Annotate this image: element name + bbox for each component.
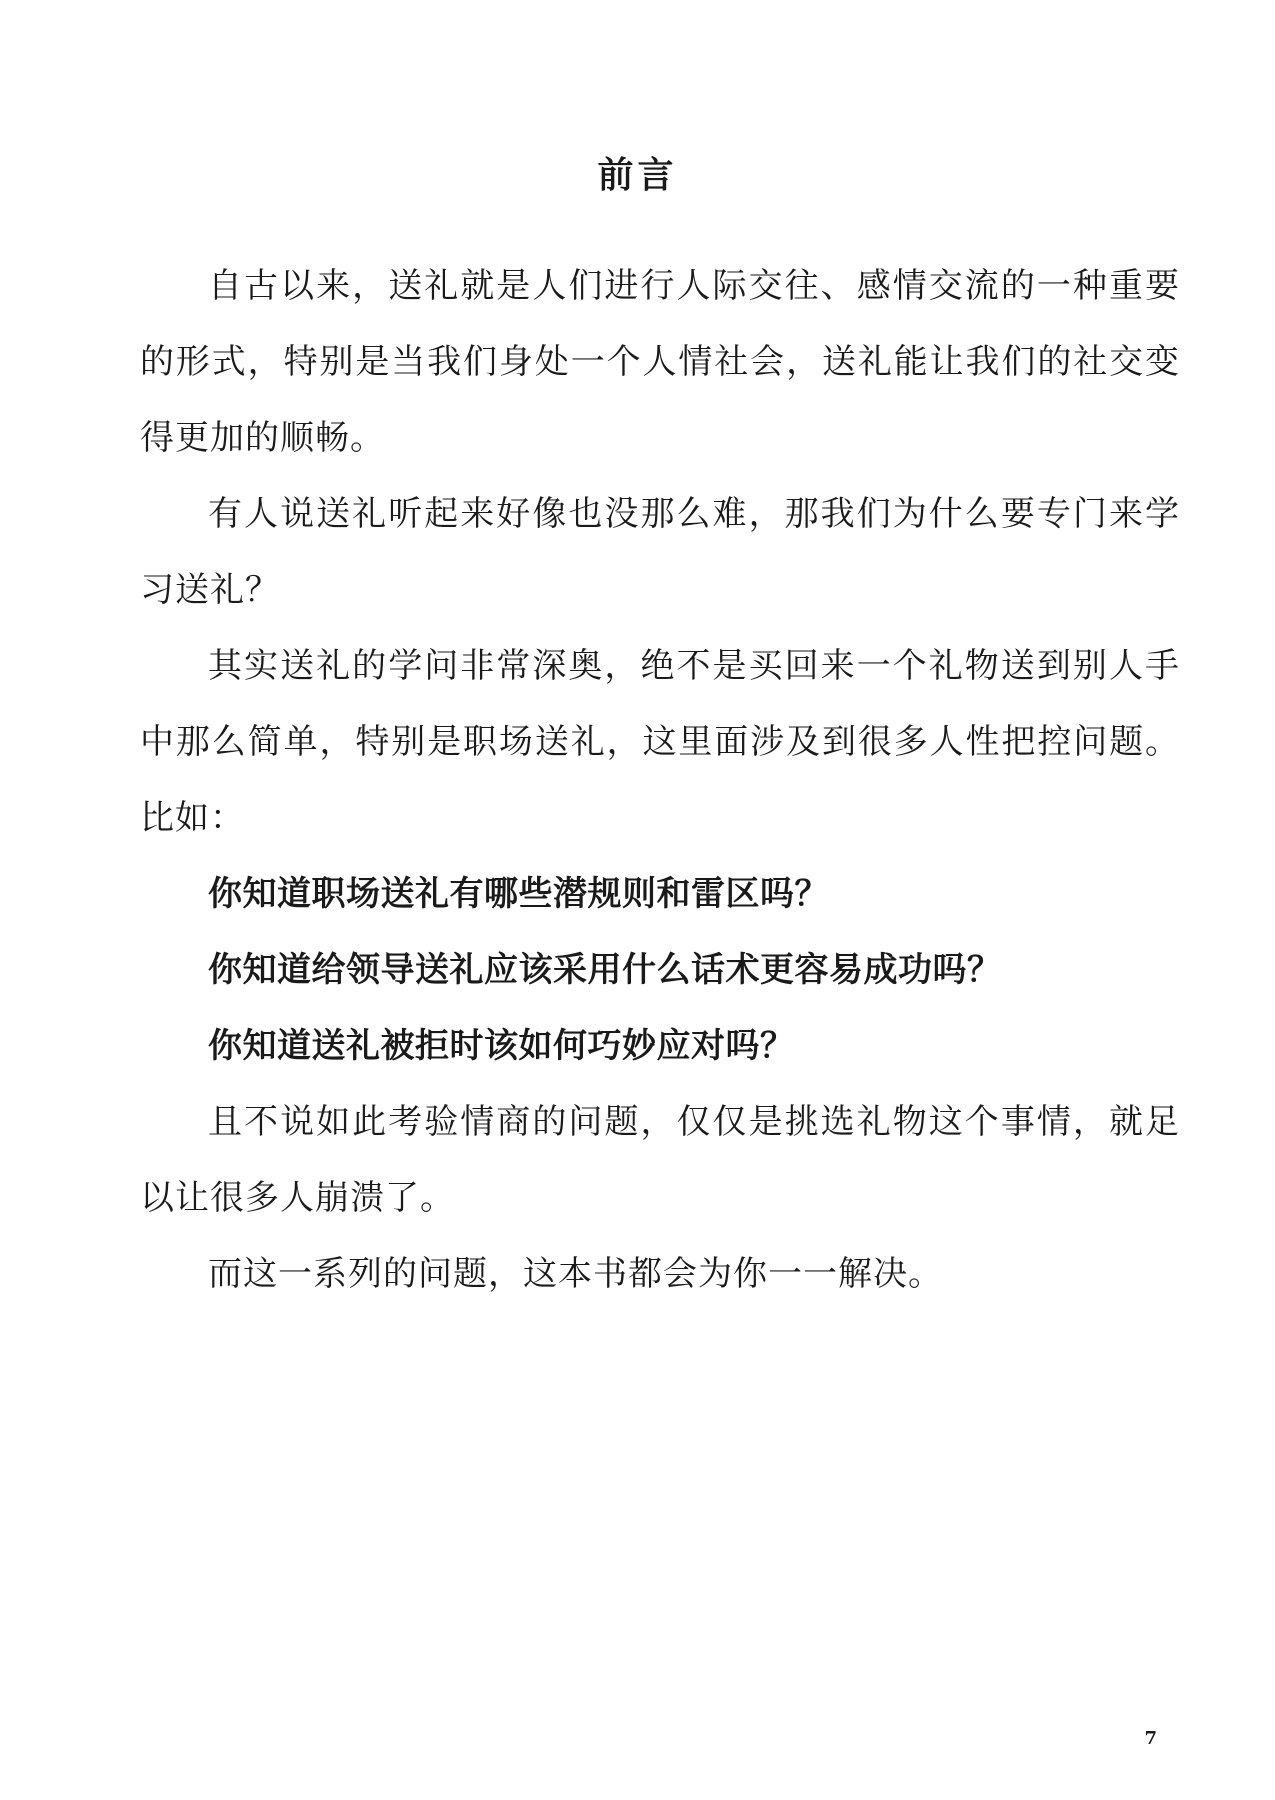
paragraph-explanation: 其实送礼的学问非常深奥，绝不是买回来一个礼物送到别人手中那么简单，特别是职场送礼，这里面涉及到很多人性把控问题。比如： xyxy=(140,646,1180,838)
page-title: 前言 xyxy=(597,154,678,196)
paragraph-conclusion: 而这一系列的问题，这本书都会为你一一解决。 xyxy=(208,1254,943,1294)
page-number: 7 xyxy=(1144,1728,1157,1749)
document-body xyxy=(140,248,1180,1312)
bold-question-2: 你知道给领导送礼应该采用什么话术更容易成功吗？ xyxy=(208,950,1002,990)
bold-question-1: 你知道职场送礼有哪些潜规则和雷区吗？ xyxy=(208,874,829,914)
bold-question-3: 你知道送礼被拒时该如何巧妙应对吗？ xyxy=(208,1026,795,1066)
paragraph-gift-selection: 且不说如此考验情商的问题，仅仅是挑选礼物这个事情，就足以让很多人崩溃了。 xyxy=(140,1102,1180,1218)
paragraph-question: 有人说送礼听起来好像也没那么难，那我们为什么要专门来学习送礼？ xyxy=(140,494,1180,610)
paragraph-intro: 自古以来，送礼就是人们进行人际交往、感情交流的一种重要的形式，特别是当我们身处一个人情社会，送礼能让我们的社交变得更加的顺畅。 xyxy=(140,266,1180,458)
